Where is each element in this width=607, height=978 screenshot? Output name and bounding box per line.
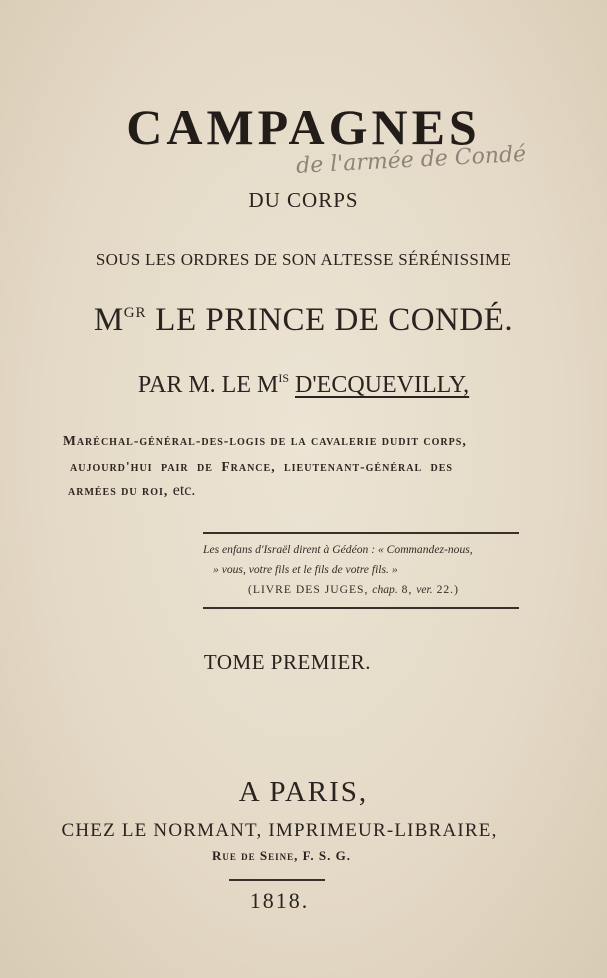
epigraph-source [248,583,459,596]
imprint-publisher: CHEZ LE NORMANT, IMPRIMEUR-LIBRAIRE, [61,820,498,841]
imprint-year: 1818. [249,888,310,913]
epigraph-source-lead: (LIVRE DES JUGES, [248,583,369,596]
imprint-address: Rue de Seine, F. S. G. [212,848,351,863]
epigraph-source-ver: ver. [416,583,433,596]
author-lead: PAR M. LE M [137,372,279,398]
epigraph-source-chap: chap. [372,583,398,596]
volume-label: TOME PREMIER. [203,650,372,674]
epigraph-source-ver-num: 22.) [436,583,459,596]
author-sup: IS [278,371,289,385]
prince-prefix-sup: GR [123,305,147,321]
author-name: D'ECQUEVILLY, [295,372,470,398]
author-title-line-2: aujourd'hui pair de France, lieutenant-général des [70,459,453,474]
author-title-line-1: Maréchal-général-des-logis de la cavalerie dudit corps, [63,433,467,448]
prince-prefix: M [93,302,124,338]
author-title-etc: etc. [172,482,196,499]
handwritten-annotation: de l'armée de Condé [295,141,527,179]
author-line [0,371,607,399]
book-title: CAMPAGNES [126,99,481,155]
epigraph-line-2: » vous, votre fils et le fils de votre fils. » [213,563,398,576]
author-title-line-3 [68,482,538,500]
epigraph-top-rule [203,532,519,534]
author-title-line-3-text: armées du roi, [68,483,169,498]
subtitle: DU CORPS [248,188,359,212]
prince-name-line [0,302,607,339]
epigraph-bottom-rule [203,607,519,609]
prince-name: LE PRINCE DE CONDÉ. [155,302,514,338]
epigraph-line-1: Les enfans d'Israël dirent à Gédéon : « Commandez-nous, [203,543,473,556]
imprint-city: A PARIS, [238,776,369,808]
command-line: SOUS LES ORDRES DE SON ALTESSE SÉRÉNISSIME [95,250,512,269]
imprint-rule [229,879,325,881]
epigraph-source-chap-num: 8, [401,583,413,596]
